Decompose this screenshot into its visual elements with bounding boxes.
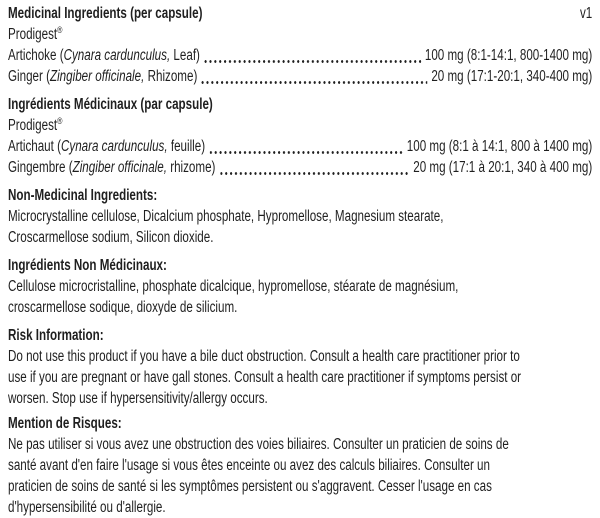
ingredient-amount: 100 mg (8:1-14:1, 800-1400 mg) bbox=[424, 47, 593, 64]
dotted-leader bbox=[210, 151, 403, 154]
registered-trademark-symbol: ® bbox=[57, 24, 63, 36]
body-text-line: Do not use this product if you have a bile duct obstruction. Consult a health care practitioner prior to bbox=[8, 348, 520, 365]
section-heading: Risk Information: bbox=[8, 327, 104, 344]
body-text-line: worsen. Stop use if hypersensitivity/allergy occurs. bbox=[8, 390, 268, 407]
section-heading: Ingrédients Médicinaux (par capsule) bbox=[8, 96, 213, 113]
ingredient-row-artichoke-en bbox=[8, 45, 592, 66]
ingredient-name: Artichoke (Cynara cardunculus, Leaf) bbox=[8, 47, 200, 64]
brand-line bbox=[8, 115, 446, 136]
section-heading: Medicinal Ingredients (per capsule) bbox=[8, 5, 203, 22]
ingredient-row-gingembre-fr bbox=[8, 157, 592, 178]
body-text-line: Ne pas utiliser si vous avez une obstruction des voies biliaires. Consulter un praticien de soins de bbox=[8, 436, 509, 453]
section-heading: Ingrédients Non Médicinaux: bbox=[8, 257, 167, 274]
dotted-leader bbox=[202, 81, 428, 84]
section-heading: Mention de Risques: bbox=[8, 415, 122, 432]
brand-line bbox=[8, 24, 446, 45]
brand-name: Prodigest bbox=[8, 26, 58, 43]
ingredient-amount: 20 mg (17:1 à 20:1, 340 à 400 mg) bbox=[413, 159, 593, 176]
brand-name: Prodigest bbox=[8, 117, 58, 134]
ingredient-amount: 100 mg (8:1 à 14:1, 800 à 1400 mg) bbox=[406, 138, 593, 155]
body-text-line: d'hypersensibilité ou d'allergie. bbox=[8, 499, 166, 516]
version-label: v1 bbox=[579, 5, 593, 22]
registered-trademark-symbol: ® bbox=[57, 115, 63, 127]
dotted-leader bbox=[220, 172, 410, 175]
section-medicinal-fr bbox=[8, 94, 592, 178]
body-text-line: croscarmellose sodique, dioxyde de silicium. bbox=[8, 299, 238, 316]
ingredient-name: Gingembre (Zingiber officinale, rhizome) bbox=[8, 159, 216, 176]
section-non-medicinal-fr bbox=[8, 255, 592, 318]
section-risk-fr bbox=[8, 413, 592, 518]
ingredient-row-artichaut-fr bbox=[8, 136, 592, 157]
section-risk-en bbox=[8, 325, 592, 409]
ingredient-name: Artichaut (Cynara cardunculus, feuille) bbox=[8, 138, 206, 155]
species-name: Cynara cardunculus, bbox=[63, 47, 171, 64]
section-non-medicinal-en bbox=[8, 185, 592, 248]
body-text-line: Croscarmellose sodium, Silicon dioxide. bbox=[8, 229, 214, 246]
section-medicinal-en bbox=[8, 3, 592, 87]
body-text-line: use if you are pregnant or have gall stones. Consult a health care practitioner if symptoms persist or bbox=[8, 369, 522, 386]
species-name: Zingiber officinale, bbox=[50, 68, 145, 85]
section-heading: Non-Medicinal Ingredients: bbox=[8, 187, 158, 204]
body-text-line: Microcrystalline cellulose, Dicalcium phosphate, Hypromellose, Magnesium stearate, bbox=[8, 208, 444, 225]
ingredient-row-ginger-en bbox=[8, 66, 592, 87]
body-text-line: Cellulose microcristalline, phosphate dicalcique, hypromellose, stéarate de magnésium, bbox=[8, 278, 459, 295]
species-name: Cynara cardunculus, bbox=[60, 138, 168, 155]
ingredient-amount: 20 mg (17:1-20:1, 340-400 mg) bbox=[431, 68, 593, 85]
ingredient-name: Ginger (Zingiber officinale, Rhizome) bbox=[8, 68, 198, 85]
medicinal-en-header-row bbox=[8, 3, 592, 24]
body-text-line: praticien de soins de santé si les symptômes persistent ou s'aggravent. Cesser l'usage en cas bbox=[8, 478, 492, 495]
dotted-leader bbox=[204, 60, 421, 63]
species-name: Zingiber officinale, bbox=[72, 159, 167, 176]
body-text-line: santé avant d'en faire l'usage si vous êtes enceinte ou avez des calculs biliaires. Consulter un bbox=[8, 457, 490, 474]
